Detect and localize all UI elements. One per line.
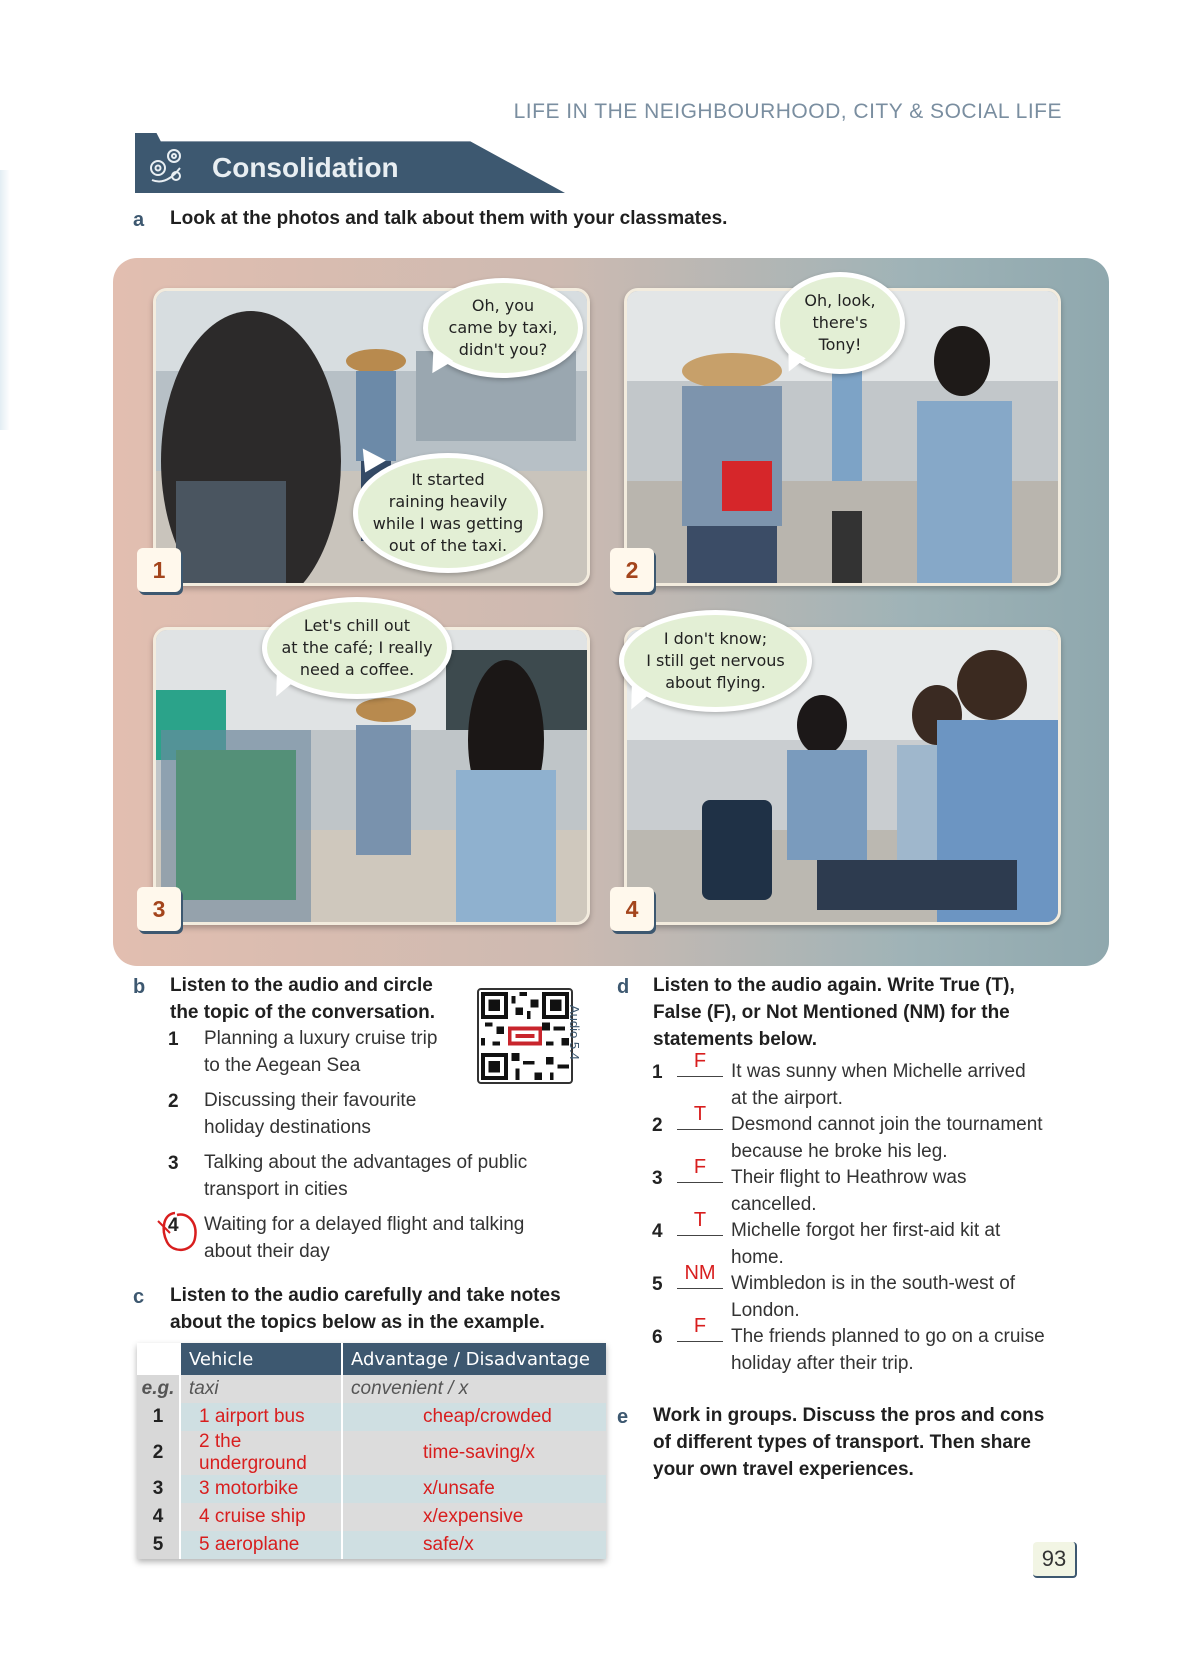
statement-number: 3 bbox=[652, 1168, 663, 1189]
answer-blank[interactable] bbox=[677, 1235, 723, 1236]
option-text: Discussing their favourite bbox=[204, 1090, 417, 1111]
table-row: 5 5 aeroplane safe/x bbox=[137, 1531, 606, 1559]
statement-text: Michelle forgot her first-aid kit at bbox=[731, 1220, 1001, 1241]
statement-number: 4 bbox=[652, 1221, 663, 1242]
answer-blank[interactable] bbox=[677, 1076, 723, 1077]
instruction-d-line3: statements below. bbox=[653, 1029, 818, 1050]
statement-text: holiday after their trip. bbox=[731, 1353, 914, 1374]
answer-blank[interactable] bbox=[677, 1129, 723, 1130]
statement-text: home. bbox=[731, 1247, 784, 1268]
option-text: about their day bbox=[204, 1241, 330, 1262]
answer-annotation: F bbox=[693, 1315, 707, 1337]
instruction-e-line1: Work in groups. Discuss the pros and cons bbox=[653, 1405, 1045, 1426]
instruction-b-line2: the topic of the conversation. bbox=[170, 1002, 435, 1023]
answer-blank[interactable] bbox=[677, 1341, 723, 1342]
statement-text: Their flight to Heathrow was bbox=[731, 1167, 967, 1188]
answer-annotation: F bbox=[693, 1156, 707, 1178]
option-number: 2 bbox=[168, 1091, 179, 1112]
option-text: transport in cities bbox=[204, 1179, 348, 1200]
answer-annotation: T bbox=[693, 1209, 707, 1231]
statement-number: 1 bbox=[652, 1062, 663, 1083]
photo-number-1: 1 bbox=[137, 548, 181, 592]
photo-number-3: 3 bbox=[137, 887, 181, 931]
statement-number: 5 bbox=[652, 1274, 663, 1295]
statement-text: Wimbledon is in the south-west of bbox=[731, 1273, 1016, 1294]
instruction-c-line1: Listen to the audio carefully and take notes bbox=[170, 1285, 561, 1306]
option-text: holiday destinations bbox=[204, 1117, 371, 1138]
instruction-d-line2: False (F), or Not Mentioned (NM) for the bbox=[653, 1002, 1010, 1023]
page-number: 93 bbox=[1033, 1542, 1077, 1578]
statement-text: Desmond cannot join the tournament bbox=[731, 1114, 1043, 1135]
instruction-d-line1: Listen to the audio again. Write True (T), bbox=[653, 975, 1015, 996]
table-row: 1 1 airport bus cheap/crowded bbox=[137, 1403, 606, 1431]
answer-blank[interactable] bbox=[677, 1182, 723, 1183]
option-text: Talking about the advantages of public bbox=[204, 1152, 528, 1173]
photo-number-2: 2 bbox=[610, 548, 654, 592]
table-row: 3 3 motorbike x/unsafe bbox=[137, 1475, 606, 1503]
question-letter-e: e bbox=[617, 1406, 629, 1428]
speech-bubble-photo4: I don't know; I still get nervous about flying. bbox=[619, 610, 812, 712]
statement-text: because he broke his leg. bbox=[731, 1141, 948, 1162]
speech-bubble-photo1-a: Oh, you came by taxi, didn't you? bbox=[423, 278, 583, 378]
instruction-c-line2: about the topics below as in the example. bbox=[170, 1312, 545, 1333]
speech-bubble-photo3: Let's chill out at the café; I really need a coffee. bbox=[262, 597, 452, 699]
option-number: 4 bbox=[168, 1215, 179, 1236]
page-edge-decoration bbox=[0, 170, 10, 430]
instruction-a: Look at the photos and talk about them with your classmates. bbox=[170, 208, 728, 229]
option-text: Planning a luxury cruise trip bbox=[204, 1028, 438, 1049]
answer-annotation: F bbox=[693, 1050, 707, 1072]
section-title: Consolidation bbox=[212, 152, 399, 183]
instruction-e-line2: of different types of transport. Then share bbox=[653, 1432, 1031, 1453]
question-letter-c: c bbox=[133, 1286, 145, 1308]
photo-number-4: 4 bbox=[610, 887, 654, 931]
audio-label: Audio 5.4 bbox=[567, 1005, 582, 1060]
table-header-vehicle: Vehicle bbox=[180, 1343, 342, 1375]
answer-annotation: NM bbox=[684, 1262, 716, 1284]
speech-bubble-photo2: Oh, look, there's Tony! bbox=[775, 272, 905, 374]
instruction-e-line3: your own travel experiences. bbox=[653, 1459, 914, 1480]
option-text: Waiting for a delayed flight and talking bbox=[204, 1214, 525, 1235]
option-text: to the Aegean Sea bbox=[204, 1055, 361, 1076]
statement-number: 6 bbox=[652, 1327, 663, 1348]
statement-text: London. bbox=[731, 1300, 800, 1321]
option-number: 1 bbox=[168, 1029, 179, 1050]
statement-number: 2 bbox=[652, 1115, 663, 1136]
speech-bubble-photo1-b: It started raining heavily while I was getting out of the taxi. bbox=[353, 453, 543, 573]
statement-text: The friends planned to go on a cruise bbox=[731, 1326, 1045, 1347]
statement-text: cancelled. bbox=[731, 1194, 817, 1215]
instruction-b-line1: Listen to the audio and circle bbox=[170, 975, 433, 996]
table-row-example: e.g. taxi convenient / x bbox=[137, 1375, 606, 1403]
answer-annotation: T bbox=[693, 1103, 707, 1125]
gears-icon bbox=[146, 144, 188, 186]
handwritten-circle-annotation bbox=[155, 1208, 203, 1256]
statement-text: at the airport. bbox=[731, 1088, 843, 1109]
notes-table bbox=[137, 1343, 606, 1559]
chapter-title: LIFE IN THE NEIGHBOURHOOD, CITY & SOCIAL LIFE bbox=[513, 100, 1062, 123]
question-letter-a: a bbox=[133, 209, 145, 231]
question-letter-b: b bbox=[133, 976, 146, 998]
table-row: 4 4 cruise ship x/expensive bbox=[137, 1503, 606, 1531]
question-letter-d: d bbox=[617, 976, 630, 998]
qr-code[interactable] bbox=[477, 988, 573, 1084]
table-row: 2 2 the underground time-saving/x bbox=[137, 1431, 606, 1475]
option-number: 3 bbox=[168, 1153, 179, 1174]
table-header-advantage: Advantage / Disadvantage bbox=[342, 1343, 606, 1375]
answer-blank[interactable] bbox=[677, 1288, 723, 1289]
statement-text: It was sunny when Michelle arrived bbox=[731, 1061, 1026, 1082]
